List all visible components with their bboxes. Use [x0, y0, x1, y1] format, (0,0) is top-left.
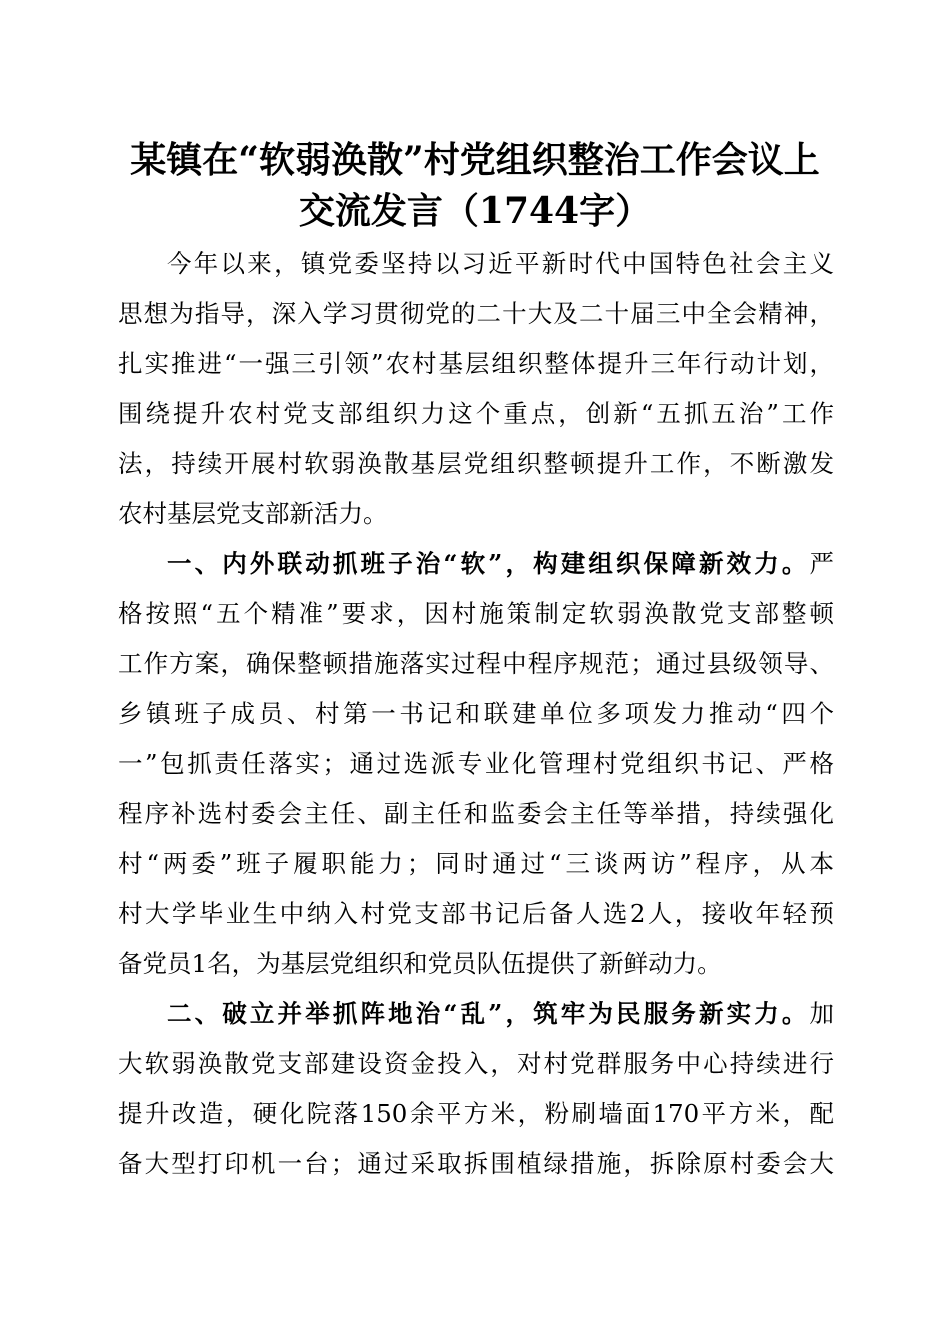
paragraph-3-first-line [167, 996, 834, 1032]
paragraph-3-line: 备大型打印机一台；通过采取拆围植绿措施，拆除原村委会大 [118, 1149, 834, 1178]
paragraph-1-line: 思想为指导，深入学习贯彻党的二十大及二十届三中全会精神， [118, 299, 834, 328]
paragraph-1-line: 今年以来，镇党委坚持以习近平新时代中国特色社会主义 [167, 249, 834, 278]
section-2-heading: 二、破立并举抓阵地治“乱”，筑牢为民服务新实力。 [167, 999, 810, 1028]
paragraph-3-line: 提升改造，硬化院落150余平方米，粉刷墙面170平方米，配 [118, 1099, 834, 1128]
document-title-line-2: 交流发言（1744字） [298, 190, 652, 232]
paragraph-2-line: 村“两委”班子履职能力；同时通过“三谈两访”程序，从本 [118, 849, 834, 878]
paragraph-2-line: 程序补选村委会主任、副主任和监委会主任等举措，持续强化 [118, 799, 834, 828]
paragraph-2-first-line [167, 546, 834, 582]
paragraph-2-line: 乡镇班子成员、村第一书记和联建单位多项发力推动“四个 [118, 699, 834, 728]
paragraph-2-line: 格按照“五个精准”要求，因村施策制定软弱涣散党支部整顿 [118, 599, 834, 628]
section-1-heading: 一、内外联动抓班子治“软”，构建组织保障新效力。 [167, 549, 810, 578]
paragraph-2-line: 一”包抓责任落实；通过选派专业化管理村党组织书记、严格 [118, 749, 834, 778]
paragraph-1-line: 围绕提升农村党支部组织力这个重点，创新“五抓五治”工作 [118, 399, 834, 428]
paragraph-2-line: 村大学毕业生中纳入村党支部书记后备人选2人，接收年轻预 [118, 899, 834, 928]
document-title-line-1: 某镇在“软弱涣散”村党组织整治工作会议上 [130, 139, 820, 181]
paragraph-1-line: 扎实推进“一强三引领”农村基层组织整体提升三年行动计划， [118, 349, 834, 378]
paragraph-3-line: 大软弱涣散党支部建设资金投入，对村党群服务中心持续进行 [118, 1049, 834, 1078]
paragraph-1-line: 法，持续开展村软弱涣散基层党组织整顿提升工作，不断激发 [118, 449, 834, 478]
paragraph-2-line: 备党员1名，为基层党组织和党员队伍提供了新鲜动力。 [118, 949, 722, 978]
paragraph-2-text: 严 [809, 549, 834, 578]
paragraph-3-text: 加 [809, 999, 834, 1028]
paragraph-1-line: 农村基层党支部新活力。 [118, 499, 388, 528]
paragraph-2-line: 工作方案，确保整顿措施落实过程中程序规范；通过县级领导、 [118, 649, 834, 678]
